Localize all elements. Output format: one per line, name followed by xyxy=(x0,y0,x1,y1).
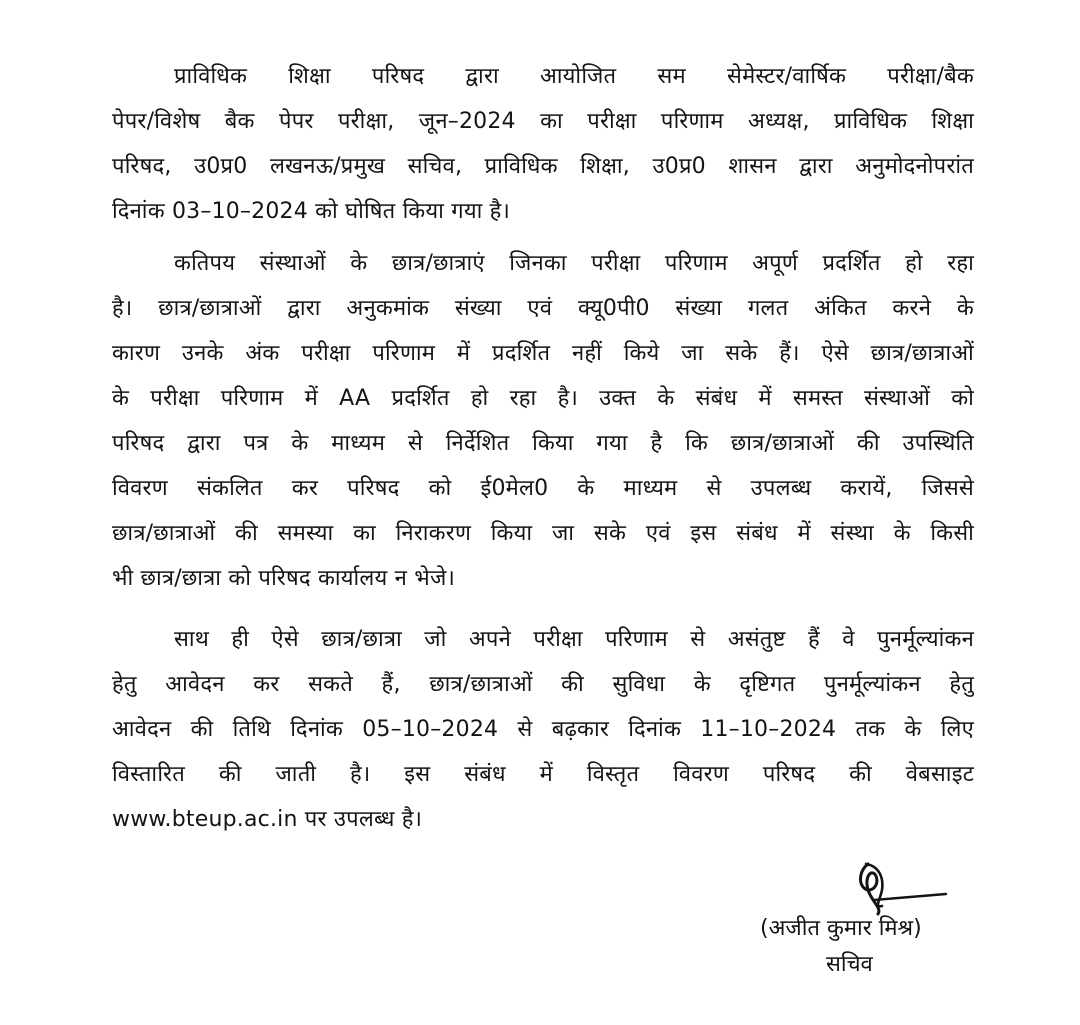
text-line: www.bteup.ac.in पर उपलब्ध है। xyxy=(112,807,423,832)
text-line: विवरण संकलित कर परिषद को ई0मेल0 के माध्यम से उपलब्ध करायें, जिससे xyxy=(112,476,974,501)
paragraph-result-declaration xyxy=(112,54,974,234)
text-line: साथ ही ऐसे छात्र/छात्रा जो अपने परीक्षा परिणाम से असंतुष्ट हैं वे पुनर्मूल्यांकन xyxy=(174,627,974,652)
text-line: हेतु आवेदन कर सकते हैं, छात्र/छात्राओं की सुविधा के दृष्टिगत पुनर्मूल्यांकन हेतु xyxy=(112,672,974,697)
signature-mark xyxy=(838,856,948,918)
text-line: पेपर/विशेष बैक पेपर परीक्षा, जून–2024 का परीक्षा परिणाम अध्यक्ष, प्राविधिक शिक्षा xyxy=(112,109,974,134)
text-line: भी छात्र/छात्रा को परिषद कार्यालय न भेजे। xyxy=(112,566,456,591)
paragraph-incomplete-results xyxy=(112,241,974,601)
signatory-designation: सचिव xyxy=(826,952,873,977)
text-line: कारण उनके अंक परीक्षा परिणाम में प्रदर्शित नहीं किये जा सके हैं। ऐसे छात्र/छात्राओं xyxy=(112,341,974,366)
text-line: के परीक्षा परिणाम में AA प्रदर्शित हो रहा है। उक्त के संबंध में समस्त संस्थाओं को xyxy=(112,386,974,411)
text-line: प्राविधिक शिक्षा परिषद द्वारा आयोजित सम सेमेस्टर/वार्षिक परीक्षा/बैक xyxy=(174,64,974,89)
text-line: परिषद द्वारा पत्र के माध्यम से निर्देशित किया गया है कि छात्र/छात्राओं की उपस्थिति xyxy=(112,431,974,456)
text-line: परिषद, उ0प्र0 लखनऊ/प्रमुख सचिव, प्राविधिक शिक्षा, उ0प्र0 शासन द्वारा अनुमोदनोपरांत xyxy=(112,154,974,179)
text-line: है। छात्र/छात्राओं द्वारा अनुकमांक संख्या एवं क्यू0पी0 संख्या गलत अंकित करने के xyxy=(112,296,974,321)
text-line: विस्तारित की जाती है। इस संबंध में विस्तृत विवरण परिषद की वेबसाइट xyxy=(112,762,974,787)
text-line: कतिपय संस्थाओं के छात्र/छात्राएं जिनका परीक्षा परिणाम अपूर्ण प्रदर्शित हो रहा xyxy=(174,251,974,276)
text-line: छात्र/छात्राओं की समस्या का निराकरण किया जा सके एवं इस संबंध में संस्था के किसी xyxy=(112,521,974,546)
text-line: आवेदन की तिथि दिनांक 05–10–2024 से बढ़कार दिनांक 11–10–2024 तक के लिए xyxy=(112,717,974,742)
paragraph-revaluation xyxy=(112,617,974,842)
signatory-name: (अजीत कुमार मिश्र) xyxy=(760,916,922,941)
text-line: दिनांक 03–10–2024 को घोषित किया गया है। xyxy=(112,199,511,224)
